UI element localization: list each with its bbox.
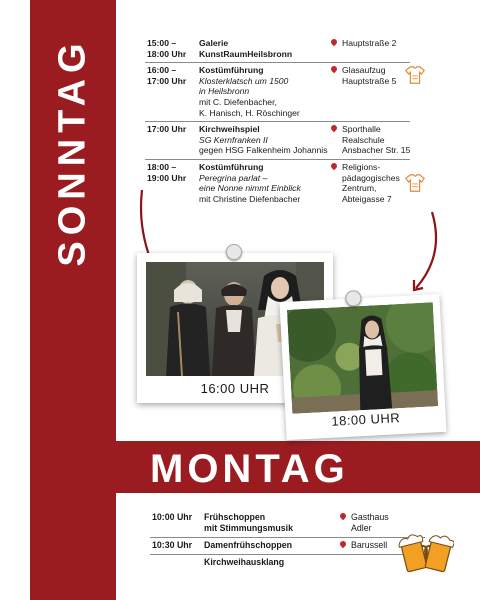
event-row — [150, 510, 425, 538]
event-title: Kostümführung — [199, 65, 264, 76]
event-title: Galerie KunstRaumHeilsbronn — [199, 38, 293, 59]
pushpin-icon — [345, 290, 362, 307]
monday-schedule — [150, 510, 425, 571]
map-pin-icon — [339, 512, 347, 520]
location-text: Glasaufzug Hauptstraße 5 — [342, 65, 397, 86]
arrow-left — [141, 190, 150, 258]
event-row — [150, 538, 425, 555]
beer-mugs-icon — [398, 530, 454, 576]
location-text: Religions- pädagogisches Zentrum, Abteigasse 7 — [342, 161, 400, 204]
event-desc — [204, 557, 329, 568]
event-row — [150, 555, 425, 571]
event-desc — [204, 540, 329, 551]
nun-garden-photo — [287, 302, 438, 413]
pushpin-icon — [226, 244, 242, 260]
event-detail: mit Christine Diefenbacher — [199, 193, 301, 204]
event-time: 17:00 Uhr — [147, 124, 187, 135]
photo-caption: 18:00 UHR — [330, 410, 401, 429]
event-detail: Klosterklatsch um 1500 — [199, 75, 289, 86]
location-text: Barussell — [351, 540, 388, 550]
event-title: Frühschoppen mit Stimmungsmusik — [204, 512, 293, 533]
event-title: Kostümführung — [199, 161, 264, 172]
location-text: Gasthaus Adler — [351, 512, 389, 533]
event-title: Kirchweihspiel — [199, 124, 260, 135]
event-detail: mit C. Diefenbacher, — [199, 96, 277, 107]
event-time: 16:00 – 17:00 Uhr — [147, 65, 187, 86]
sunday-heading: SONNTAG — [51, 37, 94, 267]
event-time: 15:00 – 18:00 Uhr — [147, 38, 187, 59]
photo-caption: 16:00 UHR — [200, 381, 270, 396]
location-text: Hauptstraße 2 — [342, 38, 397, 48]
event-desc — [204, 512, 329, 534]
event-detail: SG Kernfranken II — [199, 134, 268, 145]
event-detail: in Heilsbronn — [199, 86, 250, 97]
event-title: Damenfrühschoppen — [204, 540, 292, 550]
event-detail: eine Nonne nimmt Einblick — [199, 183, 301, 194]
arrow-right — [416, 212, 436, 288]
map-pin-icon — [339, 540, 347, 548]
event-detail: Peregrina parlat – — [199, 172, 268, 183]
event-title: Kirchweihausklang — [204, 557, 285, 567]
event-time: 10:30 Uhr — [152, 540, 193, 550]
monday-heading: MONTAG — [150, 447, 349, 491]
event-detail: gegen HSG Falkenheim Johannis — [199, 145, 328, 156]
event-time: 10:00 Uhr — [152, 512, 193, 522]
photo-polaroid — [279, 294, 446, 440]
event-detail: K. Hanisch, H. Röschinger — [199, 107, 300, 118]
location-text: Sporthalle Realschule Ansbacher Str. 15 — [342, 124, 411, 156]
event-time: 18:00 – 19:00 Uhr — [147, 161, 187, 183]
